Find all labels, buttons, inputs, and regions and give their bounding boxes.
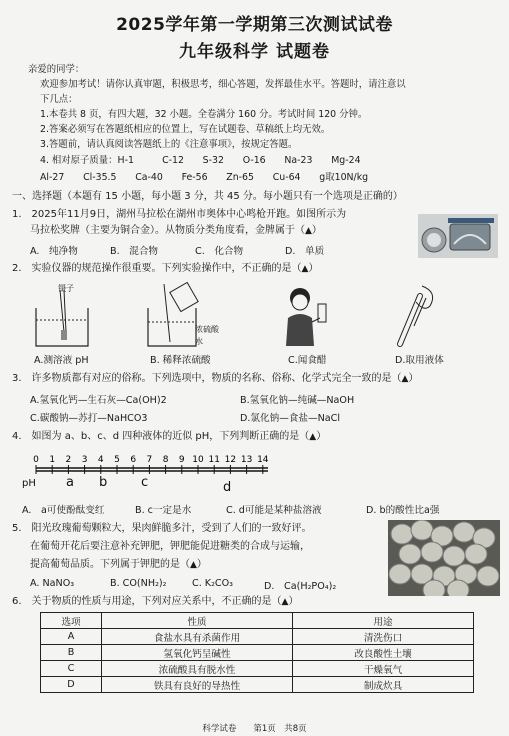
- take-liquid-figure: [380, 282, 450, 348]
- q1-line-1: 1. 2025年11月9日，湖州马拉松在湖州市奥体中心鸣枪开跑。如图所示为: [12, 209, 347, 220]
- tweezers-label: 镊子: [58, 284, 74, 293]
- q3-option-a: A.氢氧化钙—生石灰—Ca(OH)2: [30, 395, 167, 406]
- ph-tick-label: 10: [192, 455, 204, 465]
- acid-label: 浓硫酸: [195, 325, 219, 334]
- note-1: 1.本卷共 8 页，有四大题，32 小题。全卷满分 160 分。考试时间 120 分钟。: [40, 109, 368, 120]
- table-header: 性质: [102, 613, 293, 629]
- grape: [477, 566, 499, 586]
- q5-option-b: B. CO(NH₂)₂: [110, 578, 167, 589]
- smell-vinegar-figure: [278, 282, 340, 348]
- answer-blank: ▲: [281, 597, 289, 607]
- q3-option-c: C.碳酸钠—苏打—NaHCO3: [30, 413, 148, 424]
- ph-tick-label: 2: [65, 455, 72, 465]
- table-cell: 浓硫酸具有脱水性: [102, 661, 293, 677]
- ph-tick-label: 4: [97, 455, 104, 465]
- q2-stem: 2. 实验仪器的规范操作很重要。下列实验操作中，不正确的是（▲）: [12, 263, 319, 274]
- q2-option-b: B. 稀释浓硫酸: [150, 355, 211, 366]
- q2-option-a: A.测溶液 pH: [34, 355, 89, 366]
- marker-c: c: [141, 475, 149, 490]
- grape: [399, 544, 421, 564]
- q5-option-a: A. NaNO₃: [30, 578, 75, 589]
- q6-stem: 6. 关于物质的性质与用途，下列对应关系中，不正确的是（▲）: [12, 596, 299, 607]
- table-header-row: [41, 613, 474, 629]
- grape: [453, 522, 475, 542]
- q3-option-b: B.氢氧化钠—纯碱—NaOH: [240, 395, 355, 406]
- table-cell: 干燥氧气: [293, 661, 474, 677]
- q5-option-d: D. Ca(H₂PO₄)₂: [264, 581, 337, 592]
- table-cell: 清洗伤口: [293, 629, 474, 645]
- table-cell: 改良酸性土壤: [293, 645, 474, 661]
- answer-blank: ▲: [190, 560, 197, 570]
- q1-line-2: 马拉松奖牌（主要为铜合金）。从物质分类角度看，金牌属于（▲）: [30, 225, 322, 236]
- grape: [423, 580, 445, 596]
- grape: [421, 542, 443, 562]
- answer-blank: ▲: [309, 432, 317, 442]
- grape: [447, 580, 469, 596]
- grapes-photo: [388, 520, 500, 596]
- ph-label: pH: [22, 478, 36, 489]
- q1-option-b: B. 混合物: [110, 246, 159, 257]
- table-cell: C: [41, 661, 102, 677]
- ph-tick-label: 5: [114, 455, 120, 465]
- table-cell: 氢氧化钙呈碱性: [102, 645, 293, 661]
- ph-tick-label: 9: [178, 455, 185, 465]
- table-cell: 食盐水具有杀菌作用: [102, 629, 293, 645]
- ph-tick-label: 3: [81, 455, 88, 465]
- ph-tick-label: 0: [33, 455, 39, 465]
- section-1-heading: 一、选择题（本题有 15 小题，每小题 3 分，共 45 分。每小题只有一个选项是正确的）: [12, 191, 403, 202]
- grape: [389, 564, 411, 584]
- ph-tick-label: 11: [208, 455, 220, 465]
- table-row: [41, 677, 474, 693]
- intro-line-2: 下几点：: [40, 94, 78, 105]
- q4-option-c: C. d可能是某种盐溶液: [226, 505, 322, 516]
- ph-scale: [22, 452, 272, 498]
- q1-option-a: A. 纯净物: [30, 246, 78, 257]
- q2-option-c: C.闻食醋: [288, 355, 327, 366]
- answer-blank: ▲: [305, 226, 312, 236]
- note-4-atomic-mass-cont: Al-27 Cl-35.5 Ca-40 Fe-56 Zn-65 Cu-64 g取10N/kg: [40, 172, 369, 183]
- intro-line-1: 欢迎参加考试！请你认真审题，积极思考，细心答题，发挥最佳水平。答题时，请注意以: [40, 79, 406, 90]
- note-4-atomic-mass: 4. 相对原子质量：H-1 C-12 S-32 O-16 Na-23 Mg-24: [40, 155, 361, 166]
- page-subtitle: 九年级科学 试题卷: [179, 42, 330, 62]
- table-cell: 制成炊具: [293, 677, 474, 693]
- q2-option-d: D.取用液体: [395, 355, 444, 366]
- note-3: 3.答题前，请认真阅读答题纸上的《注意事项》，按规定答题。: [40, 139, 298, 150]
- table-row: [41, 645, 474, 661]
- q4-option-a: A. a可使酚酞变红: [22, 505, 105, 516]
- marker-a: a: [66, 475, 74, 490]
- medal-photo: [418, 214, 498, 258]
- table-cell: A: [41, 629, 102, 645]
- table-row: [41, 661, 474, 677]
- note-2: 2.答案必须写在答题纸相应的位置上，写在试题卷、草稿纸上均无效。: [40, 124, 331, 135]
- ph-tick-label: 13: [240, 455, 253, 465]
- table-row: [41, 629, 474, 645]
- q5-line-1: 5. 阳光玫瑰葡萄颗粒大，果肉鲜脆多汁，受到了人们的一致好评。: [12, 523, 312, 534]
- table-cell: 铁具有良好的导热性: [102, 677, 293, 693]
- page-title: 2025学年第一学期第三次测试试卷: [116, 15, 393, 35]
- answer-blank: ▲: [301, 264, 309, 274]
- grape: [411, 520, 433, 540]
- table-cell: B: [41, 645, 102, 661]
- q4-option-b: B. c一定是水: [135, 505, 192, 516]
- ph-tick-label: 7: [146, 455, 153, 465]
- water-label: 水: [195, 337, 203, 346]
- ph-tick-label: 12: [224, 455, 237, 465]
- grape: [391, 524, 413, 544]
- ph-tick-label: 8: [162, 455, 169, 465]
- q5-line-2: 在葡萄开花后要注意补充钾肥，钾肥能促进糖类的合成与运输，: [30, 541, 310, 552]
- ph-tick-label: 6: [130, 455, 137, 465]
- greeting: 亲爱的同学：: [28, 64, 85, 75]
- marker-b: b: [99, 475, 108, 490]
- ph-tick-label: 1: [49, 455, 56, 465]
- grape: [443, 546, 465, 566]
- table-header: 选项: [41, 613, 102, 629]
- marker-d: d: [223, 480, 232, 495]
- q5-option-c: C. K₂CO₃: [192, 578, 234, 589]
- q4-stem: 4. 如图为 a、b、c、d 四种液体的近似 pH，下列判断正确的是（▲）: [12, 431, 327, 442]
- answer-blank: ▲: [401, 374, 409, 384]
- q3-option-d: D.氯化钠—食盐—NaCl: [240, 413, 341, 424]
- table-cell: D: [41, 677, 102, 693]
- q5-line-3: 提高葡萄品质。下列属于钾肥的是（▲）: [30, 559, 207, 570]
- q1-option-c: C. 化合物: [195, 246, 244, 257]
- q6-table: [40, 612, 474, 693]
- table-header: 用途: [293, 613, 474, 629]
- page-footer: 科学试卷 第1页 共8页: [202, 724, 307, 734]
- q3-stem: 3. 许多物质都有对应的俗称。下列选项中，物质的名称、俗称、化学式完全一致的是（▲）: [12, 373, 419, 384]
- q1-option-d: D. 单质: [285, 246, 325, 257]
- grape: [465, 544, 487, 564]
- ph-tick-label: 14: [257, 455, 269, 465]
- q4-option-d: D. b的酸性比a强: [366, 505, 440, 516]
